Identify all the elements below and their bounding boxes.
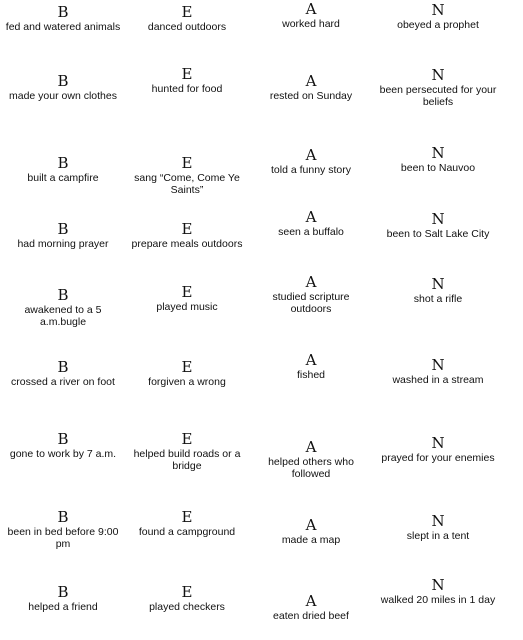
square-phrase: washed in a stream bbox=[392, 374, 484, 386]
square-phrase: fed and watered animals bbox=[5, 21, 121, 33]
square-phrase: built a campfire bbox=[27, 172, 99, 184]
bingo-square bbox=[127, 510, 247, 538]
square-phrase: slept in a tent bbox=[406, 530, 470, 542]
square-phrase: obeyed a prophet bbox=[397, 19, 479, 31]
square-phrase: played music bbox=[156, 301, 218, 313]
bingo-square bbox=[378, 3, 498, 31]
square-phrase: helped build roads or a bridge bbox=[133, 448, 241, 472]
square-letter: N bbox=[431, 1, 445, 19]
square-phrase: had morning prayer bbox=[17, 238, 109, 250]
square-letter: N bbox=[431, 275, 445, 293]
square-phrase: rested on Sunday bbox=[269, 90, 353, 102]
square-letter: A bbox=[305, 72, 317, 90]
square-letter: N bbox=[431, 434, 445, 452]
bingo-square bbox=[251, 440, 371, 480]
square-letter: E bbox=[181, 154, 193, 172]
square-phrase: sang “Come, Come Ye Saints” bbox=[134, 172, 240, 196]
square-phrase: made a map bbox=[281, 534, 341, 546]
square-letter: B bbox=[57, 220, 69, 238]
bingo-square bbox=[251, 74, 371, 102]
square-letter: A bbox=[305, 516, 317, 534]
square-phrase: helped others who followed bbox=[268, 456, 354, 480]
square-phrase: played checkers bbox=[149, 601, 225, 613]
bingo-square bbox=[127, 67, 247, 95]
square-phrase: been to Salt Lake City bbox=[386, 228, 490, 240]
bingo-square bbox=[251, 594, 371, 622]
bingo-square bbox=[378, 277, 498, 305]
bingo-square bbox=[378, 68, 498, 108]
square-phrase: gone to work by 7 a.m. bbox=[9, 448, 117, 460]
square-letter: A bbox=[305, 351, 317, 369]
square-phrase: prepare meals outdoors bbox=[131, 238, 243, 250]
bingo-square bbox=[127, 285, 247, 313]
square-phrase: been persecuted for your beliefs bbox=[379, 84, 497, 108]
square-phrase: danced outdoors bbox=[147, 21, 227, 33]
bingo-square bbox=[127, 156, 247, 196]
bingo-square bbox=[378, 358, 498, 386]
square-letter: E bbox=[181, 220, 193, 238]
square-phrase: studied scripture outdoors bbox=[272, 291, 350, 315]
square-letter: N bbox=[431, 512, 445, 530]
square-phrase: found a campground bbox=[138, 526, 236, 538]
square-letter: N bbox=[431, 66, 445, 84]
square-phrase: worked hard bbox=[282, 18, 340, 30]
bingo-square bbox=[3, 432, 123, 460]
square-letter: N bbox=[431, 576, 445, 594]
square-letter: B bbox=[57, 358, 69, 376]
bingo-square bbox=[378, 146, 498, 174]
square-letter: B bbox=[57, 430, 69, 448]
square-letter: B bbox=[57, 3, 69, 21]
bingo-square bbox=[127, 360, 247, 388]
square-letter: N bbox=[431, 144, 445, 162]
square-letter: A bbox=[305, 208, 317, 226]
square-letter: E bbox=[181, 583, 193, 601]
square-phrase: awakened to a 5 a.m.bugle bbox=[24, 304, 102, 328]
square-letter: B bbox=[57, 583, 69, 601]
square-phrase: hunted for food bbox=[151, 83, 223, 95]
square-letter: E bbox=[181, 358, 193, 376]
square-letter: A bbox=[305, 146, 317, 164]
square-phrase: prayed for your enemies bbox=[381, 452, 495, 464]
square-phrase: shot a rifle bbox=[413, 293, 463, 305]
bingo-square bbox=[3, 360, 123, 388]
square-letter: E bbox=[181, 508, 193, 526]
square-letter: A bbox=[305, 273, 317, 291]
bingo-square bbox=[251, 148, 371, 176]
square-phrase: told a funny story bbox=[271, 164, 351, 176]
square-letter: A bbox=[305, 438, 317, 456]
square-phrase: made your own clothes bbox=[9, 90, 117, 102]
square-letter: B bbox=[57, 286, 69, 304]
bingo-square bbox=[251, 210, 371, 238]
square-letter: A bbox=[305, 592, 317, 610]
square-phrase: been to Nauvoo bbox=[400, 162, 476, 174]
bingo-square bbox=[251, 275, 371, 315]
square-phrase: forgiven a wrong bbox=[148, 376, 226, 388]
square-letter: N bbox=[431, 210, 445, 228]
square-letter: E bbox=[181, 3, 193, 21]
bingo-square bbox=[378, 514, 498, 542]
bingo-square bbox=[127, 585, 247, 613]
bingo-square bbox=[127, 5, 247, 33]
bingo-square bbox=[127, 432, 247, 472]
square-letter: B bbox=[57, 508, 69, 526]
bingo-square bbox=[251, 353, 371, 381]
square-phrase: seen a buffalo bbox=[278, 226, 344, 238]
square-letter: B bbox=[57, 154, 69, 172]
bingo-square bbox=[378, 578, 498, 606]
square-letter: E bbox=[181, 65, 193, 83]
square-phrase: walked 20 miles in 1 day bbox=[380, 594, 496, 606]
bingo-square bbox=[251, 2, 371, 30]
square-letter: E bbox=[181, 283, 193, 301]
bingo-square bbox=[3, 156, 123, 184]
square-phrase: crossed a river on foot bbox=[11, 376, 115, 388]
bingo-square bbox=[251, 518, 371, 546]
bingo-square bbox=[3, 585, 123, 613]
bingo-square bbox=[3, 5, 123, 33]
square-letter: N bbox=[431, 356, 445, 374]
square-letter: A bbox=[305, 0, 317, 18]
bingo-square bbox=[3, 510, 123, 550]
square-letter: B bbox=[57, 72, 69, 90]
bingo-square bbox=[378, 436, 498, 464]
square-phrase: eaten dried beef bbox=[273, 610, 349, 622]
bingo-square bbox=[3, 222, 123, 250]
square-phrase: fished bbox=[296, 369, 326, 381]
bingo-square bbox=[3, 74, 123, 102]
square-letter: E bbox=[181, 430, 193, 448]
bingo-square bbox=[378, 212, 498, 240]
bingo-square bbox=[3, 288, 123, 328]
bingo-square bbox=[127, 222, 247, 250]
square-phrase: helped a friend bbox=[28, 601, 98, 613]
square-phrase: been in bed before 9:00 pm bbox=[7, 526, 119, 550]
